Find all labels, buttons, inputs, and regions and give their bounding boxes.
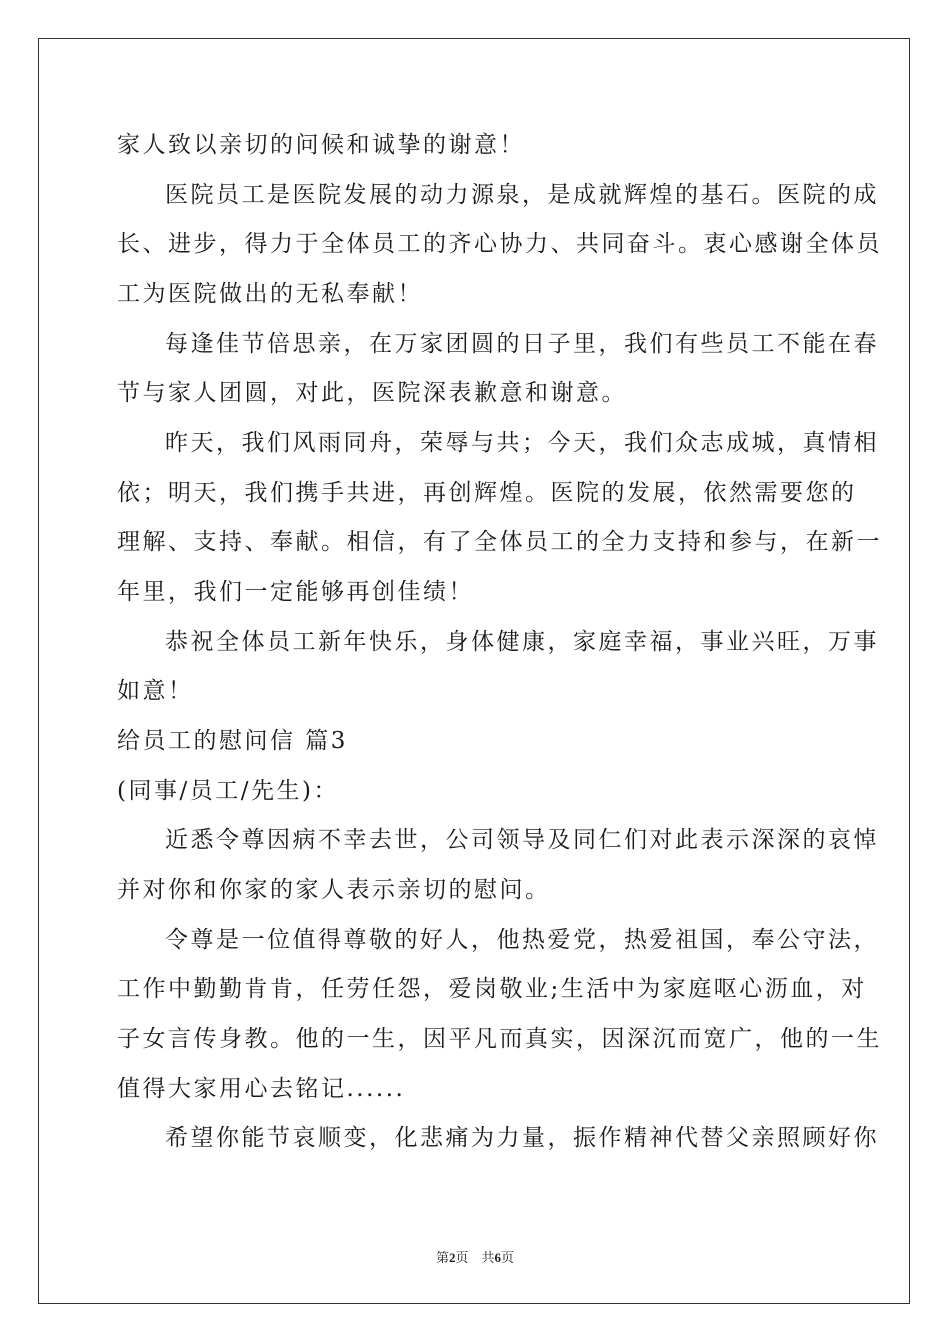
- text-line: 节与家人团圆，对此，医院深表歉意和谢意。: [117, 380, 627, 406]
- paragraph-start: 医院员工是医院发展的动力源泉，是成就辉煌的基石。医院的成: [165, 182, 879, 208]
- section-heading: 给员工的慰问信 篇3: [117, 728, 348, 754]
- text-line: 子女言传身教。他的一生，因平凡而真实，因深沉而宽广，他的一生: [117, 1026, 882, 1052]
- text-line: 家人致以亲切的问候和诚挚的谢意！: [117, 132, 525, 158]
- paragraph-start: 希望你能节哀顺变，化悲痛为力量，振作精神代替父亲照顾好你: [165, 1125, 879, 1151]
- text-line: 工为医院做出的无私奉献！: [117, 281, 423, 307]
- paragraph-start: 恭祝全体员工新年快乐，身体健康，家庭幸福，事业兴旺，万事: [165, 629, 879, 655]
- paragraph-start: 每逢佳节倍思亲，在万家团圆的日子里，我们有些员工不能在春: [165, 331, 879, 357]
- paragraph-start: 令尊是一位值得尊敬的好人，他热爱党，热爱祖国，奉公守法，: [165, 927, 879, 953]
- salutation: (同事/员工/先生)：: [117, 778, 339, 804]
- page-footer: [0, 1247, 950, 1266]
- text-line: 如意！: [117, 678, 194, 704]
- paragraph-start: 昨天，我们风雨同舟，荣辱与共；今天，我们众志成城，真情相: [165, 430, 879, 456]
- text-line: 理解、支持、奉献。相信，有了全体员工的全力支持和参与，在新一: [117, 529, 882, 555]
- page-number: 2: [448, 1250, 456, 1265]
- page-suffix: 页: [455, 1250, 469, 1265]
- page-prefix: 第: [435, 1250, 449, 1265]
- total-prefix: 共: [481, 1250, 495, 1265]
- text-line: 长、进步，得力于全体员工的齐心协力、共同奋斗。衷心感谢全体员: [117, 231, 882, 257]
- text-line: 依；明天，我们携手共进，再创辉煌。医院的发展，依然需要您的: [117, 480, 857, 506]
- text-line: 年里，我们一定能够再创佳绩！: [117, 579, 474, 605]
- total-suffix: 页: [501, 1250, 515, 1265]
- total-pages: 6: [494, 1250, 502, 1265]
- paragraph-start: 近悉令尊因病不幸去世，公司领导及同仁们对此表示深深的哀悼: [165, 827, 879, 853]
- text-line: 值得大家用心去铭记......: [117, 1076, 406, 1102]
- text-line: 工作中勤勤肯肯，任劳任怨，爱岗敬业;生活中为家庭呕心沥血，对: [117, 976, 867, 1002]
- text-line: 并对你和你家的家人表示亲切的慰问。: [117, 877, 551, 903]
